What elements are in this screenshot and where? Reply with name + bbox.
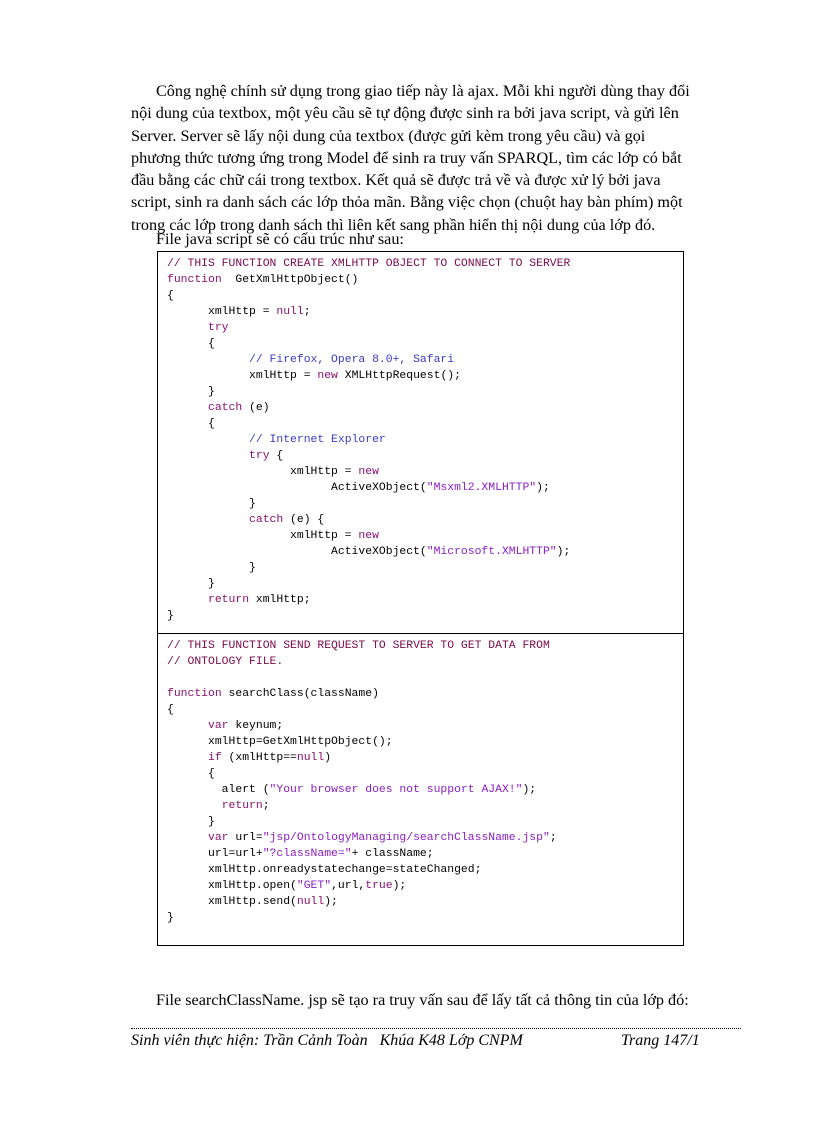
code-token: // Firefox, Opera 8.0+, Safari	[249, 354, 455, 366]
code-line	[167, 416, 683, 432]
code-token	[167, 800, 222, 812]
code-token: var	[208, 720, 229, 732]
code-line	[167, 400, 683, 416]
code-line	[167, 496, 683, 512]
code-line	[167, 894, 683, 910]
code-token: null	[276, 306, 304, 318]
code-line	[167, 528, 683, 544]
code-line	[167, 304, 683, 320]
code-token	[167, 402, 208, 414]
code-line	[167, 670, 683, 686]
code-token: }	[167, 562, 256, 574]
code-token: null	[296, 752, 325, 764]
code-token: "Your browser does not support AJAX!"	[269, 784, 523, 796]
code-token	[167, 450, 249, 462]
code-token: {	[167, 290, 174, 302]
code-line	[167, 448, 683, 464]
code-token: );	[324, 896, 338, 908]
code-line	[167, 288, 683, 304]
code-token: function	[167, 274, 222, 286]
code-intro-text: File java script sẽ có cấu trúc như sau:	[156, 230, 404, 248]
code-token: + className;	[351, 848, 434, 860]
code-token: GetXmlHttpObject()	[221, 274, 359, 286]
code-line	[167, 560, 683, 576]
code-token: // THIS FUNCTION SEND REQUEST TO SERVER TO GET DATA FROM	[167, 640, 550, 652]
code-token: ,url,	[331, 880, 366, 892]
code-token: {	[167, 418, 215, 430]
code-line	[167, 638, 683, 654]
code-line	[167, 718, 683, 734]
code-line	[167, 878, 683, 894]
code-token: function	[167, 688, 222, 700]
code-token	[167, 322, 208, 334]
code-line	[167, 734, 683, 750]
code-line	[167, 910, 683, 926]
code-token: xmlHttp.onreadystatechange=stateChanged;	[167, 864, 482, 876]
code-token: try	[249, 450, 270, 462]
code-token: }	[167, 816, 215, 828]
code-token	[167, 720, 208, 732]
code-token: }	[167, 912, 174, 924]
code-token: "GET"	[296, 880, 332, 892]
code-line	[167, 384, 683, 400]
code-line	[167, 782, 683, 798]
paragraph-line: Server. Server sẽ lấy nội dung của textbox (được gửi kèm trong yêu cầu) và gọi	[131, 126, 646, 145]
code-line	[167, 750, 683, 766]
code-token: ;	[303, 306, 311, 318]
code-token: // Internet Explorer	[249, 434, 386, 446]
paragraph-line: nội dung của textbox, một yêu cầu sẽ tự động được sinh ra bởi java script, và gửi lên	[131, 104, 679, 123]
paragraph-line: script, sinh ra danh sách các lớp thỏa mãn. Bằng việc chọn (chuột hay bàn phím) một	[131, 193, 683, 212]
code-token: }	[167, 578, 215, 590]
code-token: (e)	[242, 402, 270, 414]
code-token: try	[208, 322, 229, 334]
code-token: keynum;	[228, 720, 284, 732]
code-block-search-class	[157, 633, 684, 946]
code-token: xmlHttp =	[167, 466, 359, 478]
code-token: // ONTOLOGY FILE.	[167, 656, 284, 668]
code-line	[167, 432, 683, 448]
code-line	[167, 368, 683, 384]
code-token: ;	[262, 800, 270, 812]
code-line	[167, 592, 683, 608]
code-token: {	[167, 704, 174, 716]
code-line	[167, 814, 683, 830]
code-token: (e) {	[283, 514, 325, 526]
code-token: return	[221, 800, 263, 812]
code-token	[167, 514, 249, 526]
code-line	[167, 798, 683, 814]
code-token: );	[522, 784, 537, 796]
code-token	[167, 354, 249, 366]
code-token: if	[208, 752, 222, 764]
code-token: catch	[208, 402, 243, 414]
code-token: ActiveXObject(	[167, 482, 427, 494]
code-line	[167, 766, 683, 782]
code-token: xmlHttp.open(	[167, 880, 297, 892]
body-paragraph	[131, 80, 741, 236]
footer-divider	[131, 1028, 741, 1029]
code-token: )	[324, 752, 332, 764]
code-line	[167, 320, 683, 336]
code-line	[167, 654, 683, 670]
code-line	[167, 608, 683, 624]
code-line	[167, 256, 683, 272]
paragraph-line: đầu bằng các chữ cái trong textbox. Kết quả sẽ được trả về và được xử lý bởi java	[131, 171, 661, 190]
code-token: true	[365, 880, 393, 892]
code-token	[167, 594, 208, 606]
code-line	[167, 862, 683, 878]
code-token: }	[167, 610, 174, 622]
code-token: catch	[249, 514, 284, 526]
code-token: xmlHttp =	[167, 530, 359, 542]
code-line	[167, 576, 683, 592]
followup-text: File searchClassName. jsp sẽ tạo ra truy vấn sau để lấy tất cả thông tin của lớp đó:	[156, 991, 689, 1009]
code-line	[167, 464, 683, 480]
code-token: {	[167, 768, 215, 780]
code-token: "Microsoft.XMLHTTP"	[426, 546, 557, 558]
code-line	[167, 336, 683, 352]
code-token	[167, 752, 208, 764]
code-token: xmlHttp =	[167, 306, 277, 318]
code-token	[167, 832, 208, 844]
code-token: );	[556, 546, 571, 558]
code-token: new	[358, 466, 379, 478]
code-token: "?className="	[262, 848, 352, 860]
footer-author: Sinh viên thực hiện: Trần Cảnh Toàn Khúa K48 Lớp CNPM	[131, 1032, 523, 1049]
code-token: {	[269, 450, 284, 462]
code-token: new	[358, 530, 379, 542]
code-token: ActiveXObject(	[167, 546, 427, 558]
code-token: url=	[228, 832, 263, 844]
code-line	[167, 702, 683, 718]
code-line	[167, 272, 683, 288]
paragraph-line: phương thức tương ứng trong Model để sinh ra truy vấn SPARQL, tìm các lớp có bắt	[131, 148, 682, 167]
paragraph-line: Công nghệ chính sử dụng trong giao tiếp này là ajax. Mỗi khi người dùng thay đổi	[156, 82, 690, 100]
paragraph-line: trong các lớp trong danh sách thì liên kết sang phần hiển thị nội dung của lớp đó.	[131, 215, 656, 234]
code-token: return	[208, 594, 250, 606]
code-token: new	[317, 370, 338, 382]
code-token: searchClass(className)	[221, 688, 379, 700]
code-token: "jsp/OntologyManaging/searchClassName.jsp"	[262, 832, 550, 844]
code-token: (xmlHttp==	[221, 752, 297, 764]
code-token: );	[392, 880, 407, 892]
page-number: Trang 147/1	[621, 1032, 700, 1049]
code-line	[167, 846, 683, 862]
code-token: // THIS FUNCTION CREATE XMLHTTP OBJECT TO CONNECT TO SERVER	[167, 258, 571, 270]
code-block-get-xmlhttp	[157, 251, 684, 634]
code-token: }	[167, 498, 256, 510]
code-token: "Msxml2.XMLHTTP"	[426, 482, 537, 494]
code-line	[167, 512, 683, 528]
code-line	[167, 480, 683, 496]
code-token: xmlHttp=GetXmlHttpObject();	[167, 736, 393, 748]
code-token: ;	[549, 832, 557, 844]
code-token: );	[536, 482, 550, 494]
code-token: var	[208, 832, 229, 844]
code-token: XMLHttpRequest();	[337, 370, 461, 382]
code-token: xmlHttp;	[249, 594, 311, 606]
code-line	[167, 830, 683, 846]
code-token: {	[167, 338, 215, 350]
code-token	[167, 434, 249, 446]
code-token: alert (	[167, 784, 270, 796]
code-line	[167, 686, 683, 702]
code-token: xmlHttp =	[167, 370, 318, 382]
code-token: xmlHttp.send(	[167, 896, 297, 908]
code-token: null	[296, 896, 325, 908]
code-token: }	[167, 386, 215, 398]
code-line	[167, 544, 683, 560]
code-line	[167, 352, 683, 368]
code-token: url=url+	[167, 848, 263, 860]
